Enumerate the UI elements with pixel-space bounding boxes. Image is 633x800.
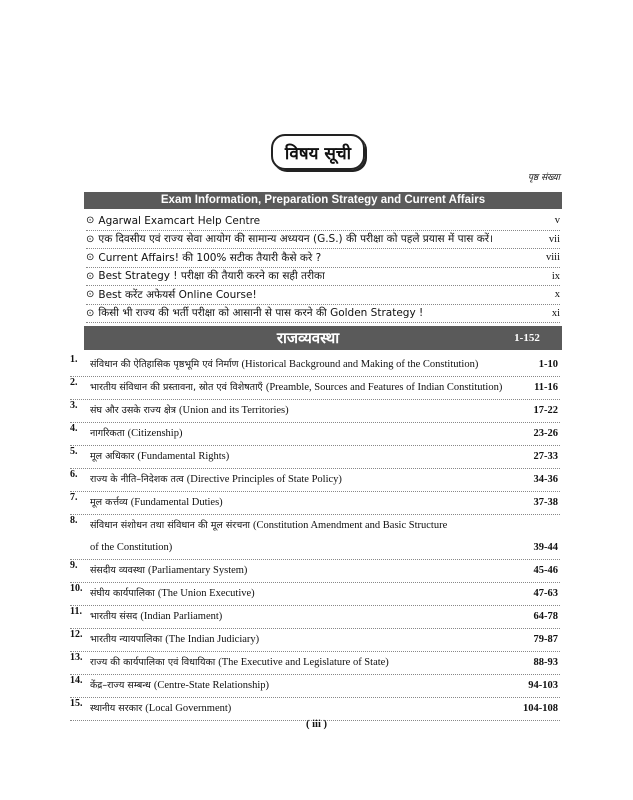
table-row[interactable]: 14. केंद्र–राज्य सम्बन्ध (Centre-State Relationship) 94-103 bbox=[70, 675, 560, 698]
list-item[interactable]: ⊙ Current Affairs! की 100% सटीक तैयारी कैसे करे ? viii bbox=[86, 249, 560, 268]
table-row[interactable]: 1. संविधान की ऐतिहासिक पृष्ठभूमि एवं निर्माण (Historical Background and Making of the Constitution) 1-10 bbox=[70, 354, 560, 377]
list-item[interactable]: ⊙ किसी भी राज्य की भर्ती परीक्षा को आसानी से पास करने की Golden Strategy ! xi bbox=[86, 305, 560, 324]
bullet-icon: ⊙ bbox=[86, 215, 95, 227]
bullet-icon: ⊙ bbox=[86, 252, 95, 264]
table-row[interactable]: 8. संविधान संशोधन तथा संविधान की मूल संरचना (Constitution Amendment and Basic Structure of the Constitution) 39-44 bbox=[70, 515, 560, 560]
list-item[interactable]: ⊙ Best करेंट अफेयर्स Online Course! x bbox=[86, 286, 560, 305]
page-title: विषय सूची bbox=[271, 134, 365, 170]
bullet-icon: ⊙ bbox=[86, 289, 95, 301]
section-title: राजव्यवस्था bbox=[276, 329, 340, 347]
table-row[interactable]: 12. भारतीय न्यायपालिका (The Indian Judiciary) 79-87 bbox=[70, 629, 560, 652]
table-row[interactable]: 4. नागरिकता (Citizenship) 23-26 bbox=[70, 423, 560, 446]
table-row[interactable]: 7. मूल कर्त्तव्य (Fundamental Duties) 37-38 bbox=[70, 492, 560, 515]
table-row[interactable]: 6. राज्य के नीति–निदेशक तत्व (Directive Principles of State Policy) 34-36 bbox=[70, 469, 560, 492]
chapter-list bbox=[70, 354, 560, 721]
table-row[interactable]: 5. मूल अधिकार (Fundamental Rights) 27-33 bbox=[70, 446, 560, 469]
page-number-column-label: पृष्ठ संख्या bbox=[527, 173, 560, 183]
table-row[interactable]: 11. भारतीय संसद (Indian Parliament) 64-78 bbox=[70, 606, 560, 629]
table-row[interactable]: 2. भारतीय संविधान की प्रस्तावना, स्रोत एवं विशेषताएँ (Preamble, Sources and Features of Indian Constitution) 11-16 bbox=[70, 377, 560, 400]
table-row[interactable]: 15. स्थानीय सरकार (Local Government) 104-108 bbox=[70, 698, 560, 721]
list-item[interactable]: ⊙ Agarwal Examcart Help Centre v bbox=[86, 212, 560, 231]
section-header-polity bbox=[84, 326, 562, 350]
table-row[interactable]: 10. संघीय कार्यपालिका (The Union Executive) 47-63 bbox=[70, 583, 560, 606]
table-row[interactable]: 9. संसदीय व्यवस्था (Parliamentary System) 45-46 bbox=[70, 560, 560, 583]
list-item[interactable]: ⊙ एक दिवसीय एवं राज्य सेवा आयोग की सामान्य अध्ययन (G.S.) की परीक्षा को पहले प्रयास में पास करें। vii bbox=[86, 231, 560, 250]
section-exam-info-list bbox=[86, 212, 560, 323]
bullet-icon: ⊙ bbox=[86, 307, 95, 319]
table-row[interactable]: 3. संघ और उसके राज्य क्षेत्र (Union and its Territories) 17-22 bbox=[70, 400, 560, 423]
bullet-icon: ⊙ bbox=[86, 233, 95, 245]
bullet-icon: ⊙ bbox=[86, 270, 95, 282]
table-row[interactable]: 13. राज्य की कार्यपालिका एवं विधायिका (The Executive and Legislature of State) 88-93 bbox=[70, 652, 560, 675]
section-header-exam-info: Exam Information, Preparation Strategy and Current Affairs bbox=[84, 192, 562, 209]
page-number-footer: ( iii ) bbox=[306, 719, 327, 730]
list-item[interactable]: ⊙ Best Strategy ! परीक्षा की तैयारी करने का सही तरीका ix bbox=[86, 268, 560, 287]
section-page-range: 1-152 bbox=[514, 332, 540, 344]
